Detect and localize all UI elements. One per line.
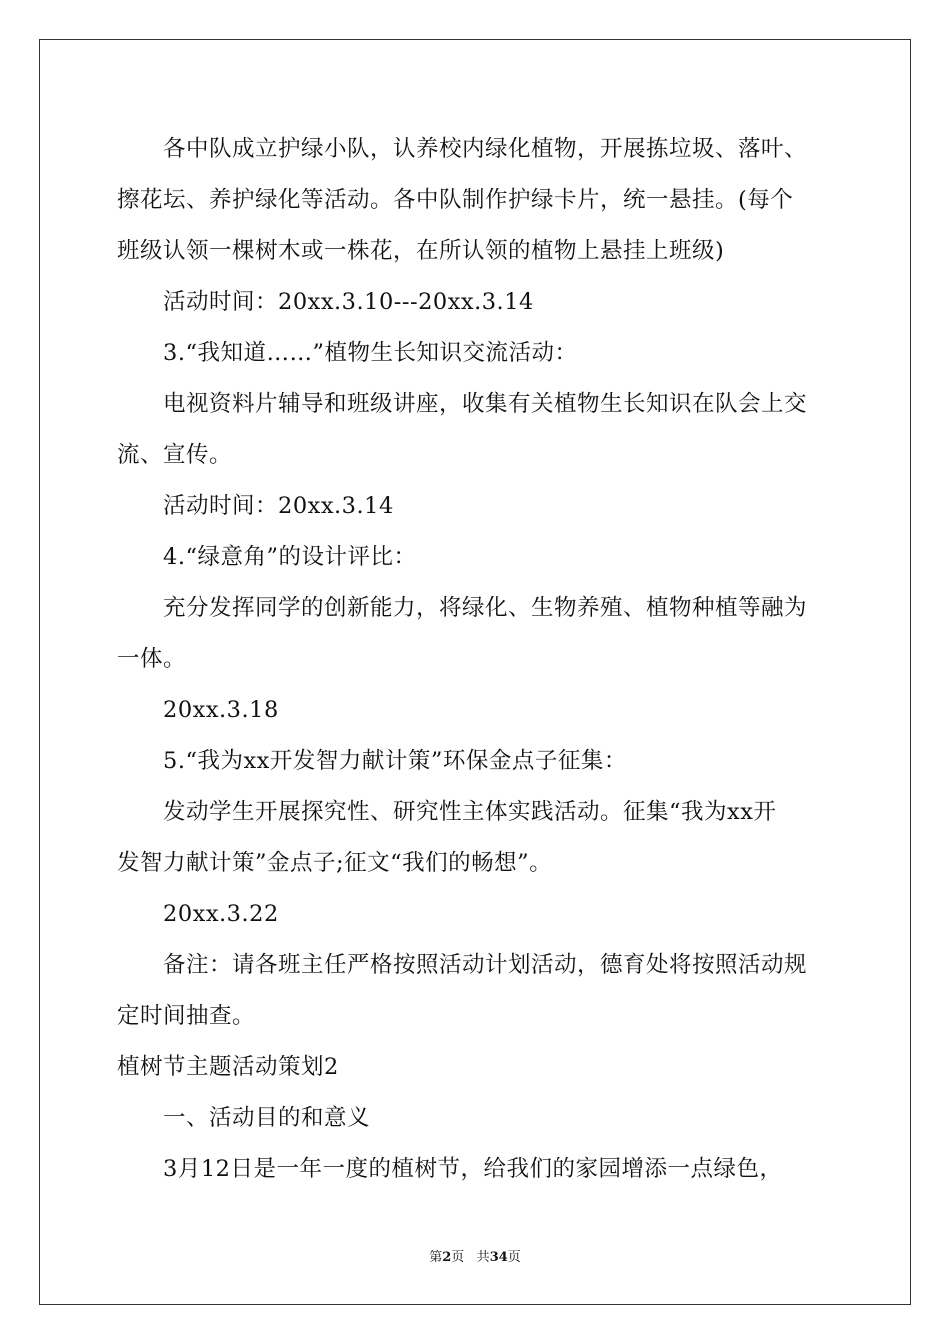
text-line: 活动时间：20xx.3.14 [163, 493, 394, 519]
text-line: 一、活动目的和意义 [163, 1105, 371, 1131]
text-line: 发动学生开展探究性、研究性主体实践活动。征集“我为xx开 [163, 799, 777, 825]
text-line: 备注：请各班主任严格按照活动计划活动，德育处将按照活动规 [163, 952, 808, 978]
document-body [117, 124, 837, 1195]
footer-total-prefix: 共 [476, 1250, 490, 1265]
text-line: 一体。 [117, 646, 187, 672]
text-line: 活动时间：20xx.3.10---20xx.3.14 [163, 289, 534, 315]
footer-page-number: 2 [442, 1250, 452, 1265]
text-line: 流、宣传。 [117, 442, 233, 468]
footer-prefix: 第 [429, 1250, 443, 1265]
text-line: 班级认领一棵树木或一株花，在所认领的植物上悬挂上班级) [117, 238, 725, 264]
text-line: 3月12日是一年一度的植树节，给我们的家园增添一点绿色， [163, 1156, 783, 1182]
text-line: 各中队成立护绿小队，认养校内绿化植物，开展拣垃圾、落叶、 [163, 136, 808, 162]
footer-page-suffix: 页 [451, 1250, 465, 1265]
text-line: 电视资料片辅导和班级讲座，收集有关植物生长知识在队会上交 [163, 391, 808, 417]
text-line: 擦花坛、养护绿化等活动。各中队制作护绿卡片，统一悬挂。(每个 [117, 187, 794, 213]
footer-total-suffix: 页 [507, 1250, 521, 1265]
text-line: 5.“我为xx开发智力献计策”环保金点子征集： [163, 748, 627, 774]
text-line: 20xx.3.18 [163, 697, 279, 723]
text-line: 植树节主题活动策划2 [117, 1054, 339, 1080]
page-footer [0, 1246, 950, 1265]
text-line: 定时间抽查。 [117, 1003, 256, 1029]
text-line: 4.“绿意角”的设计评比： [163, 544, 417, 570]
text-line: 20xx.3.22 [163, 901, 279, 927]
text-line: 3.“我知道……”植物生长知识交流活动： [163, 340, 578, 366]
footer-total-pages: 34 [489, 1250, 508, 1265]
text-line: 发智力献计策”金点子;征文“我们的畅想”。 [117, 850, 553, 876]
text-line: 充分发挥同学的创新能力，将绿化、生物养殖、植物种植等融为 [163, 595, 808, 621]
